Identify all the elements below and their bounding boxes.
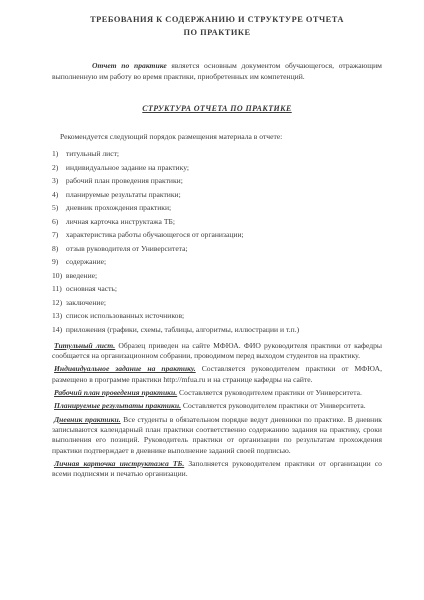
section-term: Планируемые результаты практики.: [54, 401, 181, 411]
section-text: Составляется руководителем практики от МФЮА, размещено в программе практики http://mfua.ru и на странице кафедры на сайте.: [52, 364, 382, 384]
section-term: Личная карточка инструктажа ТБ.: [54, 458, 185, 468]
list-item: [52, 149, 382, 159]
list-item-number: 9): [52, 257, 59, 267]
list-item: [52, 230, 382, 240]
section-text: Образец приведен на сайте МФЮА. ФИО руководителя практики от кафедры сообщается на организационном собрании, проводимом перед выходом студентов на практику.: [52, 340, 382, 361]
section-term: Дневник практики.: [54, 414, 121, 424]
section-diary: [52, 415, 382, 456]
list-item-text: планируемые результаты практики;: [65, 189, 181, 199]
section-title-page: [52, 341, 382, 362]
list-item: [52, 325, 382, 335]
list-item-text: рабочий план проведения практики;: [65, 176, 183, 186]
list-item: [52, 176, 382, 186]
title-line-1: ТРЕБОВАНИЯ К СОДЕРЖАНИЮ И СТРУКТУРЕ ОТЧЕТА: [90, 15, 344, 24]
list-item-number: 3): [52, 176, 59, 186]
list-item-number: 4): [52, 189, 59, 199]
list-item-number: 2): [52, 162, 59, 172]
list-item-number: 7): [52, 230, 59, 240]
list-item: [52, 311, 382, 321]
list-item-text: содержание;: [65, 257, 107, 267]
structure-list: [52, 149, 382, 335]
list-item-text: личная карточка инструктажа ТБ;: [65, 216, 175, 226]
list-item-number: 5): [52, 203, 59, 213]
list-item-number: 1): [52, 149, 59, 159]
list-item-text: введение;: [65, 270, 98, 280]
list-item-number: 13): [52, 311, 63, 321]
list-item-text: отзыв руководителя от Университета;: [65, 243, 188, 253]
list-item-number: 12): [52, 297, 63, 307]
section-term: Рабочий план проведения практики.: [54, 388, 178, 398]
document-title: [52, 14, 382, 39]
list-item: [52, 298, 382, 308]
list-item: [52, 284, 382, 294]
list-item: [52, 271, 382, 281]
list-item: [52, 163, 382, 173]
intro-text: является основным документом обучающегося, отражающим выполненную им работу во время практики, приобретенных им компетенций.: [52, 61, 382, 81]
list-item: [52, 203, 382, 213]
section-term: Индивидуальное задание на практику.: [54, 364, 196, 374]
structure-lead: Рекомендуется следующий порядок размещения материала в отчете:: [60, 131, 283, 141]
section-safety-card: [52, 459, 382, 480]
section-text: Все студенты в обязательном порядке ведут дневники по практике. В дневник записываются календарный план практики соответственно содержанию задания на практику, сроки выполнения его позиций. Руководитель практики от организации по результатам прохождения практики подтверждает в дневнике выполнение заданий своей подписью.: [52, 414, 382, 455]
list-item-text: заключение;: [65, 297, 106, 307]
list-item: [52, 257, 382, 267]
intro-paragraph: [52, 61, 382, 82]
list-item-text: основная часть;: [65, 284, 117, 294]
list-item-number: 14): [52, 324, 63, 334]
intro-lead: Отчет по практике: [92, 61, 167, 71]
structure-heading: СТРУКТУРА ОТЧЕТА ПО ПРАКТИКЕ: [142, 103, 292, 113]
section-individual-task: [52, 364, 382, 385]
list-item-text: индивидуальное задание на практику;: [65, 162, 190, 172]
list-item-number: 6): [52, 216, 59, 226]
section-text: Заполняется руководителем практики от организации со всеми подписями и печатью организации.: [52, 458, 382, 479]
list-item-text: характеристика работы обучающегося от организации;: [65, 230, 244, 240]
list-item-text: титульный лист;: [65, 149, 120, 159]
section-work-plan: [52, 388, 382, 398]
section-text: Составляется руководителем практики от Университета.: [180, 401, 366, 411]
section-text: Составляется руководителем практики от Университета.: [177, 388, 362, 398]
section-planned-results: [52, 401, 382, 411]
title-line-2: ПО ПРАКТИКЕ: [183, 27, 251, 37]
list-item-text: список использованных источников;: [65, 311, 185, 321]
list-item-text: приложения (графики, схемы, таблицы, алгоритмы, иллюстрации и т.п.): [65, 324, 300, 334]
section-term: Титульный лист.: [54, 340, 116, 350]
list-item: [52, 244, 382, 254]
list-item-number: 11): [52, 284, 62, 294]
list-item-text: дневник прохождения практики;: [65, 203, 172, 213]
list-item: [52, 190, 382, 200]
list-item: [52, 217, 382, 227]
list-item-number: 10): [52, 270, 63, 280]
list-item-number: 8): [52, 243, 59, 253]
